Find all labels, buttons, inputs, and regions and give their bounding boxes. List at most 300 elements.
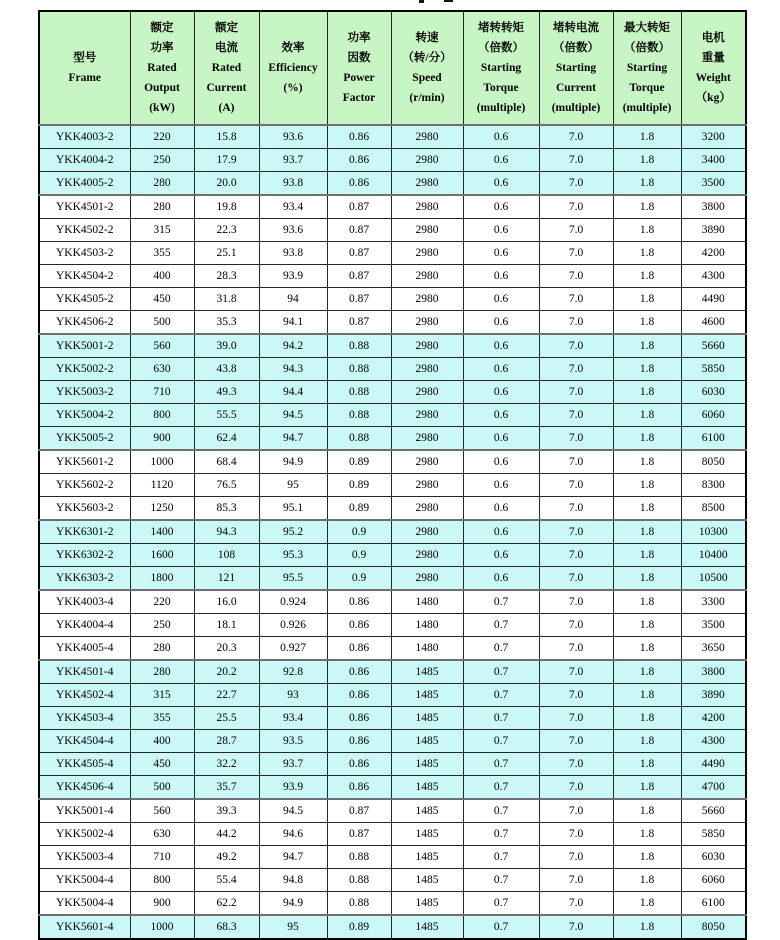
- header-line: Current: [206, 82, 247, 94]
- cell-starting_current: 7.0: [539, 520, 613, 544]
- cell-starting_torque: 0.7: [463, 823, 539, 846]
- cell-rated_current: 49.3: [194, 381, 259, 404]
- cell-starting_current: 7.0: [539, 567, 613, 591]
- cell-frame: YKK5003-4: [39, 846, 130, 869]
- cell-max_torque: 1.8: [613, 450, 681, 474]
- cell-speed: 2980: [391, 219, 463, 242]
- cell-max_torque: 1.8: [613, 869, 681, 892]
- cell-weight: 3800: [681, 195, 746, 219]
- cell-rated_current: 121: [194, 567, 259, 591]
- cell-power_factor: 0.9: [327, 544, 391, 567]
- cell-frame: YKK4504-4: [39, 730, 130, 753]
- cell-rated_current: 55.4: [194, 869, 259, 892]
- table-row: [39, 520, 746, 544]
- header-rated_current: [194, 11, 259, 125]
- cell-max_torque: 1.8: [613, 915, 681, 939]
- cell-efficiency: 0.924: [259, 590, 327, 614]
- cell-starting_torque: 0.6: [463, 125, 539, 149]
- cell-starting_current: 7.0: [539, 195, 613, 219]
- cell-power_factor: 0.87: [327, 799, 391, 823]
- cell-rated_current: 49.2: [194, 846, 259, 869]
- cell-weight: 6030: [681, 846, 746, 869]
- cell-frame: YKK4005-2: [39, 172, 130, 196]
- cell-weight: 3800: [681, 660, 746, 684]
- cell-weight: 6030: [681, 381, 746, 404]
- cell-frame: YKK5002-2: [39, 358, 130, 381]
- cell-starting_current: 7.0: [539, 614, 613, 637]
- cell-power_factor: 0.88: [327, 869, 391, 892]
- cell-starting_current: 7.0: [539, 590, 613, 614]
- cell-efficiency: 94.9: [259, 450, 327, 474]
- cell-rated_current: 76.5: [194, 474, 259, 497]
- cell-rated_current: 39.3: [194, 799, 259, 823]
- cell-starting_current: 7.0: [539, 265, 613, 288]
- cell-starting_torque: 0.7: [463, 637, 539, 661]
- header-line: 额定: [215, 22, 238, 34]
- cell-rated_output: 355: [130, 707, 194, 730]
- cell-frame: YKK4506-4: [39, 776, 130, 800]
- cell-rated_output: 315: [130, 684, 194, 707]
- cell-speed: 1485: [391, 707, 463, 730]
- cell-speed: 1485: [391, 846, 463, 869]
- cell-power_factor: 0.89: [327, 497, 391, 521]
- cell-efficiency: 94.7: [259, 427, 327, 451]
- cell-power_factor: 0.86: [327, 776, 391, 800]
- table-row: [39, 915, 746, 939]
- header-line: Power: [343, 72, 375, 84]
- cell-speed: 2980: [391, 125, 463, 149]
- motor-spec-table: [38, 10, 747, 940]
- cropped-title-remnant: [444, 0, 453, 2]
- cell-rated_output: 400: [130, 265, 194, 288]
- table-row: [39, 242, 746, 265]
- cell-frame: YKK4004-4: [39, 614, 130, 637]
- cell-starting_current: 7.0: [539, 730, 613, 753]
- cell-rated_output: 280: [130, 637, 194, 661]
- cell-power_factor: 0.86: [327, 637, 391, 661]
- cell-speed: 1480: [391, 590, 463, 614]
- header-line: Starting: [626, 62, 668, 74]
- cell-rated_current: 85.3: [194, 497, 259, 521]
- cell-speed: 1485: [391, 753, 463, 776]
- cell-rated_output: 1600: [130, 544, 194, 567]
- cell-frame: YKK4504-2: [39, 265, 130, 288]
- cell-efficiency: 94.3: [259, 358, 327, 381]
- cell-starting_torque: 0.6: [463, 427, 539, 451]
- cell-power_factor: 0.89: [327, 915, 391, 939]
- header-line: （倍数）: [478, 42, 524, 54]
- header-row: [39, 11, 746, 125]
- cell-rated_current: 20.0: [194, 172, 259, 196]
- header-line: 转速: [415, 32, 439, 44]
- header-starting_current: [539, 11, 613, 125]
- cell-max_torque: 1.8: [613, 172, 681, 196]
- table-row: [39, 404, 746, 427]
- cell-speed: 1485: [391, 660, 463, 684]
- cell-starting_torque: 0.6: [463, 474, 539, 497]
- table-row: [39, 497, 746, 521]
- cell-max_torque: 1.8: [613, 195, 681, 219]
- cell-weight: 10300: [681, 520, 746, 544]
- cell-efficiency: 94.1: [259, 311, 327, 335]
- cell-weight: 4600: [681, 311, 746, 335]
- cell-starting_current: 7.0: [539, 474, 613, 497]
- cell-rated_current: 22.7: [194, 684, 259, 707]
- cell-power_factor: 0.88: [327, 334, 391, 358]
- cell-starting_torque: 0.7: [463, 614, 539, 637]
- header-line: Rated: [211, 62, 242, 74]
- table-row: [39, 381, 746, 404]
- cell-frame: YKK4503-2: [39, 242, 130, 265]
- cell-power_factor: 0.88: [327, 846, 391, 869]
- cell-weight: 8050: [681, 915, 746, 939]
- cell-rated_output: 220: [130, 125, 194, 149]
- cell-starting_torque: 0.6: [463, 334, 539, 358]
- table-row: [39, 567, 746, 591]
- cell-efficiency: 95: [259, 915, 327, 939]
- header-line: Speed: [412, 72, 442, 84]
- cell-power_factor: 0.87: [327, 265, 391, 288]
- cell-efficiency: 95.2: [259, 520, 327, 544]
- cell-starting_torque: 0.6: [463, 288, 539, 311]
- cell-rated_current: 17.9: [194, 149, 259, 172]
- header-line: 效率: [281, 42, 305, 54]
- cell-power_factor: 0.88: [327, 358, 391, 381]
- cell-efficiency: 93.8: [259, 242, 327, 265]
- cell-frame: YKK6302-2: [39, 544, 130, 567]
- table-row: [39, 730, 746, 753]
- table-row: [39, 637, 746, 661]
- cell-rated_output: 800: [130, 404, 194, 427]
- cell-starting_torque: 0.6: [463, 544, 539, 567]
- cell-starting_current: 7.0: [539, 242, 613, 265]
- cell-weight: 10400: [681, 544, 746, 567]
- cell-speed: 1485: [391, 823, 463, 846]
- cell-starting_current: 7.0: [539, 753, 613, 776]
- cell-starting_current: 7.0: [539, 799, 613, 823]
- table-row: [39, 172, 746, 196]
- cell-starting_current: 7.0: [539, 334, 613, 358]
- cell-speed: 2980: [391, 544, 463, 567]
- cell-efficiency: 93.7: [259, 149, 327, 172]
- cell-rated_output: 280: [130, 195, 194, 219]
- cell-efficiency: 93.4: [259, 707, 327, 730]
- cell-starting_current: 7.0: [539, 892, 613, 916]
- cell-max_torque: 1.8: [613, 637, 681, 661]
- cell-rated_output: 630: [130, 358, 194, 381]
- cell-starting_torque: 0.6: [463, 567, 539, 591]
- cell-rated_current: 19.8: [194, 195, 259, 219]
- cell-rated_output: 800: [130, 869, 194, 892]
- table-row: [39, 660, 746, 684]
- cell-weight: 3650: [681, 637, 746, 661]
- cell-max_torque: 1.8: [613, 799, 681, 823]
- table-row: [39, 823, 746, 846]
- header-efficiency: [259, 11, 327, 125]
- cell-max_torque: 1.8: [613, 567, 681, 591]
- cell-frame: YKK5002-4: [39, 823, 130, 846]
- cell-max_torque: 1.8: [613, 149, 681, 172]
- header-max_torque: [613, 11, 681, 125]
- cell-max_torque: 1.8: [613, 707, 681, 730]
- cell-weight: 5850: [681, 823, 746, 846]
- cell-starting_current: 7.0: [539, 869, 613, 892]
- cell-max_torque: 1.8: [613, 892, 681, 916]
- cell-starting_torque: 0.7: [463, 707, 539, 730]
- cell-max_torque: 1.8: [613, 311, 681, 335]
- cell-power_factor: 0.88: [327, 427, 391, 451]
- cell-weight: 6100: [681, 892, 746, 916]
- cell-rated_current: 16.0: [194, 590, 259, 614]
- cell-power_factor: 0.89: [327, 450, 391, 474]
- cell-rated_current: 25.5: [194, 707, 259, 730]
- cell-weight: 6060: [681, 869, 746, 892]
- header-line: 电机: [701, 32, 725, 44]
- cell-rated_output: 900: [130, 892, 194, 916]
- cell-frame: YKK4003-2: [39, 125, 130, 149]
- cell-starting_torque: 0.6: [463, 404, 539, 427]
- cell-starting_torque: 0.7: [463, 590, 539, 614]
- cell-efficiency: 93.5: [259, 730, 327, 753]
- header-rated_output: [130, 11, 194, 125]
- cell-starting_torque: 0.6: [463, 265, 539, 288]
- cell-frame: YKK4505-2: [39, 288, 130, 311]
- header-power_factor: [327, 11, 391, 125]
- cell-max_torque: 1.8: [613, 614, 681, 637]
- cell-max_torque: 1.8: [613, 776, 681, 800]
- cropped-title-remnant: [419, 0, 424, 3]
- cell-rated_current: 20.3: [194, 637, 259, 661]
- cell-speed: 2980: [391, 334, 463, 358]
- cell-efficiency: 94.5: [259, 404, 327, 427]
- cell-starting_current: 7.0: [539, 149, 613, 172]
- cell-speed: 1485: [391, 730, 463, 753]
- cell-weight: 3300: [681, 590, 746, 614]
- cell-rated_output: 1000: [130, 915, 194, 939]
- cell-max_torque: 1.8: [613, 730, 681, 753]
- cell-speed: 2980: [391, 567, 463, 591]
- header-line: Frame: [68, 72, 102, 84]
- cell-efficiency: 95.3: [259, 544, 327, 567]
- header-line: （倍数）: [624, 42, 670, 54]
- cell-weight: 3500: [681, 614, 746, 637]
- cell-power_factor: 0.87: [327, 288, 391, 311]
- cell-starting_torque: 0.7: [463, 730, 539, 753]
- cell-frame: YKK5001-4: [39, 799, 130, 823]
- cell-power_factor: 0.86: [327, 753, 391, 776]
- table-row: [39, 265, 746, 288]
- cell-rated_output: 1000: [130, 450, 194, 474]
- header-frame: [39, 11, 130, 125]
- cell-starting_torque: 0.6: [463, 358, 539, 381]
- table-row: [39, 776, 746, 800]
- cell-speed: 1480: [391, 637, 463, 661]
- cell-starting_torque: 0.7: [463, 869, 539, 892]
- table-row: [39, 149, 746, 172]
- cell-frame: YKK4003-4: [39, 590, 130, 614]
- cell-rated_output: 630: [130, 823, 194, 846]
- cell-rated_output: 500: [130, 311, 194, 335]
- cell-starting_torque: 0.6: [463, 381, 539, 404]
- cell-frame: YKK4503-4: [39, 707, 130, 730]
- header-line: （倍数）: [553, 42, 599, 54]
- cell-speed: 1485: [391, 915, 463, 939]
- table-row: [39, 219, 746, 242]
- cell-starting_current: 7.0: [539, 219, 613, 242]
- cell-power_factor: 0.86: [327, 684, 391, 707]
- header-line: (A): [218, 102, 235, 114]
- cell-max_torque: 1.8: [613, 684, 681, 707]
- cell-efficiency: 93.9: [259, 265, 327, 288]
- cell-rated_current: 62.4: [194, 427, 259, 451]
- cell-starting_current: 7.0: [539, 823, 613, 846]
- cell-speed: 2980: [391, 195, 463, 219]
- cell-weight: 4490: [681, 288, 746, 311]
- cell-frame: YKK4501-4: [39, 660, 130, 684]
- header-line: Torque: [629, 82, 665, 94]
- cell-starting_current: 7.0: [539, 288, 613, 311]
- cell-weight: 3400: [681, 149, 746, 172]
- header-line: 电流: [215, 42, 238, 54]
- cell-rated_output: 1250: [130, 497, 194, 521]
- cell-rated_output: 400: [130, 730, 194, 753]
- cell-weight: 4300: [681, 265, 746, 288]
- cell-rated_current: 62.2: [194, 892, 259, 916]
- cell-weight: 4300: [681, 730, 746, 753]
- cell-weight: 8300: [681, 474, 746, 497]
- cell-starting_torque: 0.7: [463, 846, 539, 869]
- table-row: [39, 590, 746, 614]
- cell-speed: 1485: [391, 684, 463, 707]
- cell-weight: 8500: [681, 497, 746, 521]
- cell-efficiency: 93.6: [259, 219, 327, 242]
- cell-starting_current: 7.0: [539, 311, 613, 335]
- cell-rated_current: 43.8: [194, 358, 259, 381]
- cell-starting_current: 7.0: [539, 637, 613, 661]
- cell-power_factor: 0.86: [327, 660, 391, 684]
- cell-rated_current: 31.8: [194, 288, 259, 311]
- table-row: [39, 334, 746, 358]
- cell-starting_current: 7.0: [539, 497, 613, 521]
- header-line: Torque: [483, 82, 519, 94]
- table-row: [39, 684, 746, 707]
- cell-efficiency: 92.8: [259, 660, 327, 684]
- cell-weight: 4490: [681, 753, 746, 776]
- table-row: [39, 125, 746, 149]
- cell-frame: YKK4506-2: [39, 311, 130, 335]
- cell-speed: 2980: [391, 474, 463, 497]
- cell-rated_output: 250: [130, 149, 194, 172]
- cell-speed: 1485: [391, 776, 463, 800]
- cell-frame: YKK5004-4: [39, 892, 130, 916]
- header-line: 型号: [73, 52, 97, 64]
- cell-starting_current: 7.0: [539, 707, 613, 730]
- cell-weight: 8050: [681, 450, 746, 474]
- cell-max_torque: 1.8: [613, 125, 681, 149]
- cell-rated_output: 450: [130, 753, 194, 776]
- cell-max_torque: 1.8: [613, 219, 681, 242]
- cell-rated_current: 94.3: [194, 520, 259, 544]
- cell-power_factor: 0.88: [327, 381, 391, 404]
- cell-rated_output: 560: [130, 799, 194, 823]
- cell-efficiency: 94.4: [259, 381, 327, 404]
- cell-rated_current: 20.2: [194, 660, 259, 684]
- cell-speed: 2980: [391, 288, 463, 311]
- cell-power_factor: 0.86: [327, 590, 391, 614]
- cell-speed: 2980: [391, 242, 463, 265]
- cell-max_torque: 1.8: [613, 823, 681, 846]
- cell-power_factor: 0.9: [327, 520, 391, 544]
- header-line: Factor: [342, 92, 376, 104]
- header-line: Output: [144, 82, 180, 94]
- cell-max_torque: 1.8: [613, 358, 681, 381]
- cell-rated_current: 39.0: [194, 334, 259, 358]
- table-row: [39, 195, 746, 219]
- cell-weight: 6060: [681, 404, 746, 427]
- cell-max_torque: 1.8: [613, 660, 681, 684]
- cell-max_torque: 1.8: [613, 242, 681, 265]
- cell-rated_current: 35.7: [194, 776, 259, 800]
- cell-weight: 4200: [681, 242, 746, 265]
- cell-rated_output: 710: [130, 381, 194, 404]
- cell-efficiency: 94.9: [259, 892, 327, 916]
- table-row: [39, 427, 746, 451]
- cell-frame: YKK5001-2: [39, 334, 130, 358]
- header-line: （转/分）: [402, 52, 452, 64]
- header-line: Starting: [555, 62, 597, 74]
- cell-speed: 1480: [391, 614, 463, 637]
- cell-efficiency: 93.6: [259, 125, 327, 149]
- header-weight: [681, 11, 746, 125]
- cell-starting_torque: 0.7: [463, 753, 539, 776]
- header-line: Starting: [480, 62, 522, 74]
- cell-frame: YKK6303-2: [39, 567, 130, 591]
- cell-weight: 10500: [681, 567, 746, 591]
- cell-rated_output: 1400: [130, 520, 194, 544]
- cell-frame: YKK4004-2: [39, 149, 130, 172]
- cell-max_torque: 1.8: [613, 846, 681, 869]
- cell-efficiency: 93: [259, 684, 327, 707]
- cell-efficiency: 0.926: [259, 614, 327, 637]
- cell-efficiency: 94.6: [259, 823, 327, 846]
- table-row: [39, 707, 746, 730]
- cell-efficiency: 95: [259, 474, 327, 497]
- cell-power_factor: 0.86: [327, 149, 391, 172]
- cell-max_torque: 1.8: [613, 474, 681, 497]
- cell-efficiency: 93.8: [259, 172, 327, 196]
- header-line: Weight: [695, 72, 731, 84]
- cell-speed: 2980: [391, 520, 463, 544]
- cell-weight: 5850: [681, 358, 746, 381]
- cell-weight: 4200: [681, 707, 746, 730]
- cell-power_factor: 0.87: [327, 311, 391, 335]
- cell-weight: 4700: [681, 776, 746, 800]
- header-line: Current: [555, 82, 597, 94]
- header-line: 重量: [701, 52, 725, 64]
- cell-efficiency: 0.927: [259, 637, 327, 661]
- cell-starting_current: 7.0: [539, 846, 613, 869]
- cell-starting_torque: 0.7: [463, 776, 539, 800]
- cell-speed: 1485: [391, 869, 463, 892]
- cell-rated_current: 44.2: [194, 823, 259, 846]
- cell-starting_torque: 0.6: [463, 172, 539, 196]
- cell-max_torque: 1.8: [613, 265, 681, 288]
- table-row: [39, 799, 746, 823]
- table-row: [39, 753, 746, 776]
- cell-frame: YKK4502-4: [39, 684, 130, 707]
- cell-max_torque: 1.8: [613, 520, 681, 544]
- cell-efficiency: 94.5: [259, 799, 327, 823]
